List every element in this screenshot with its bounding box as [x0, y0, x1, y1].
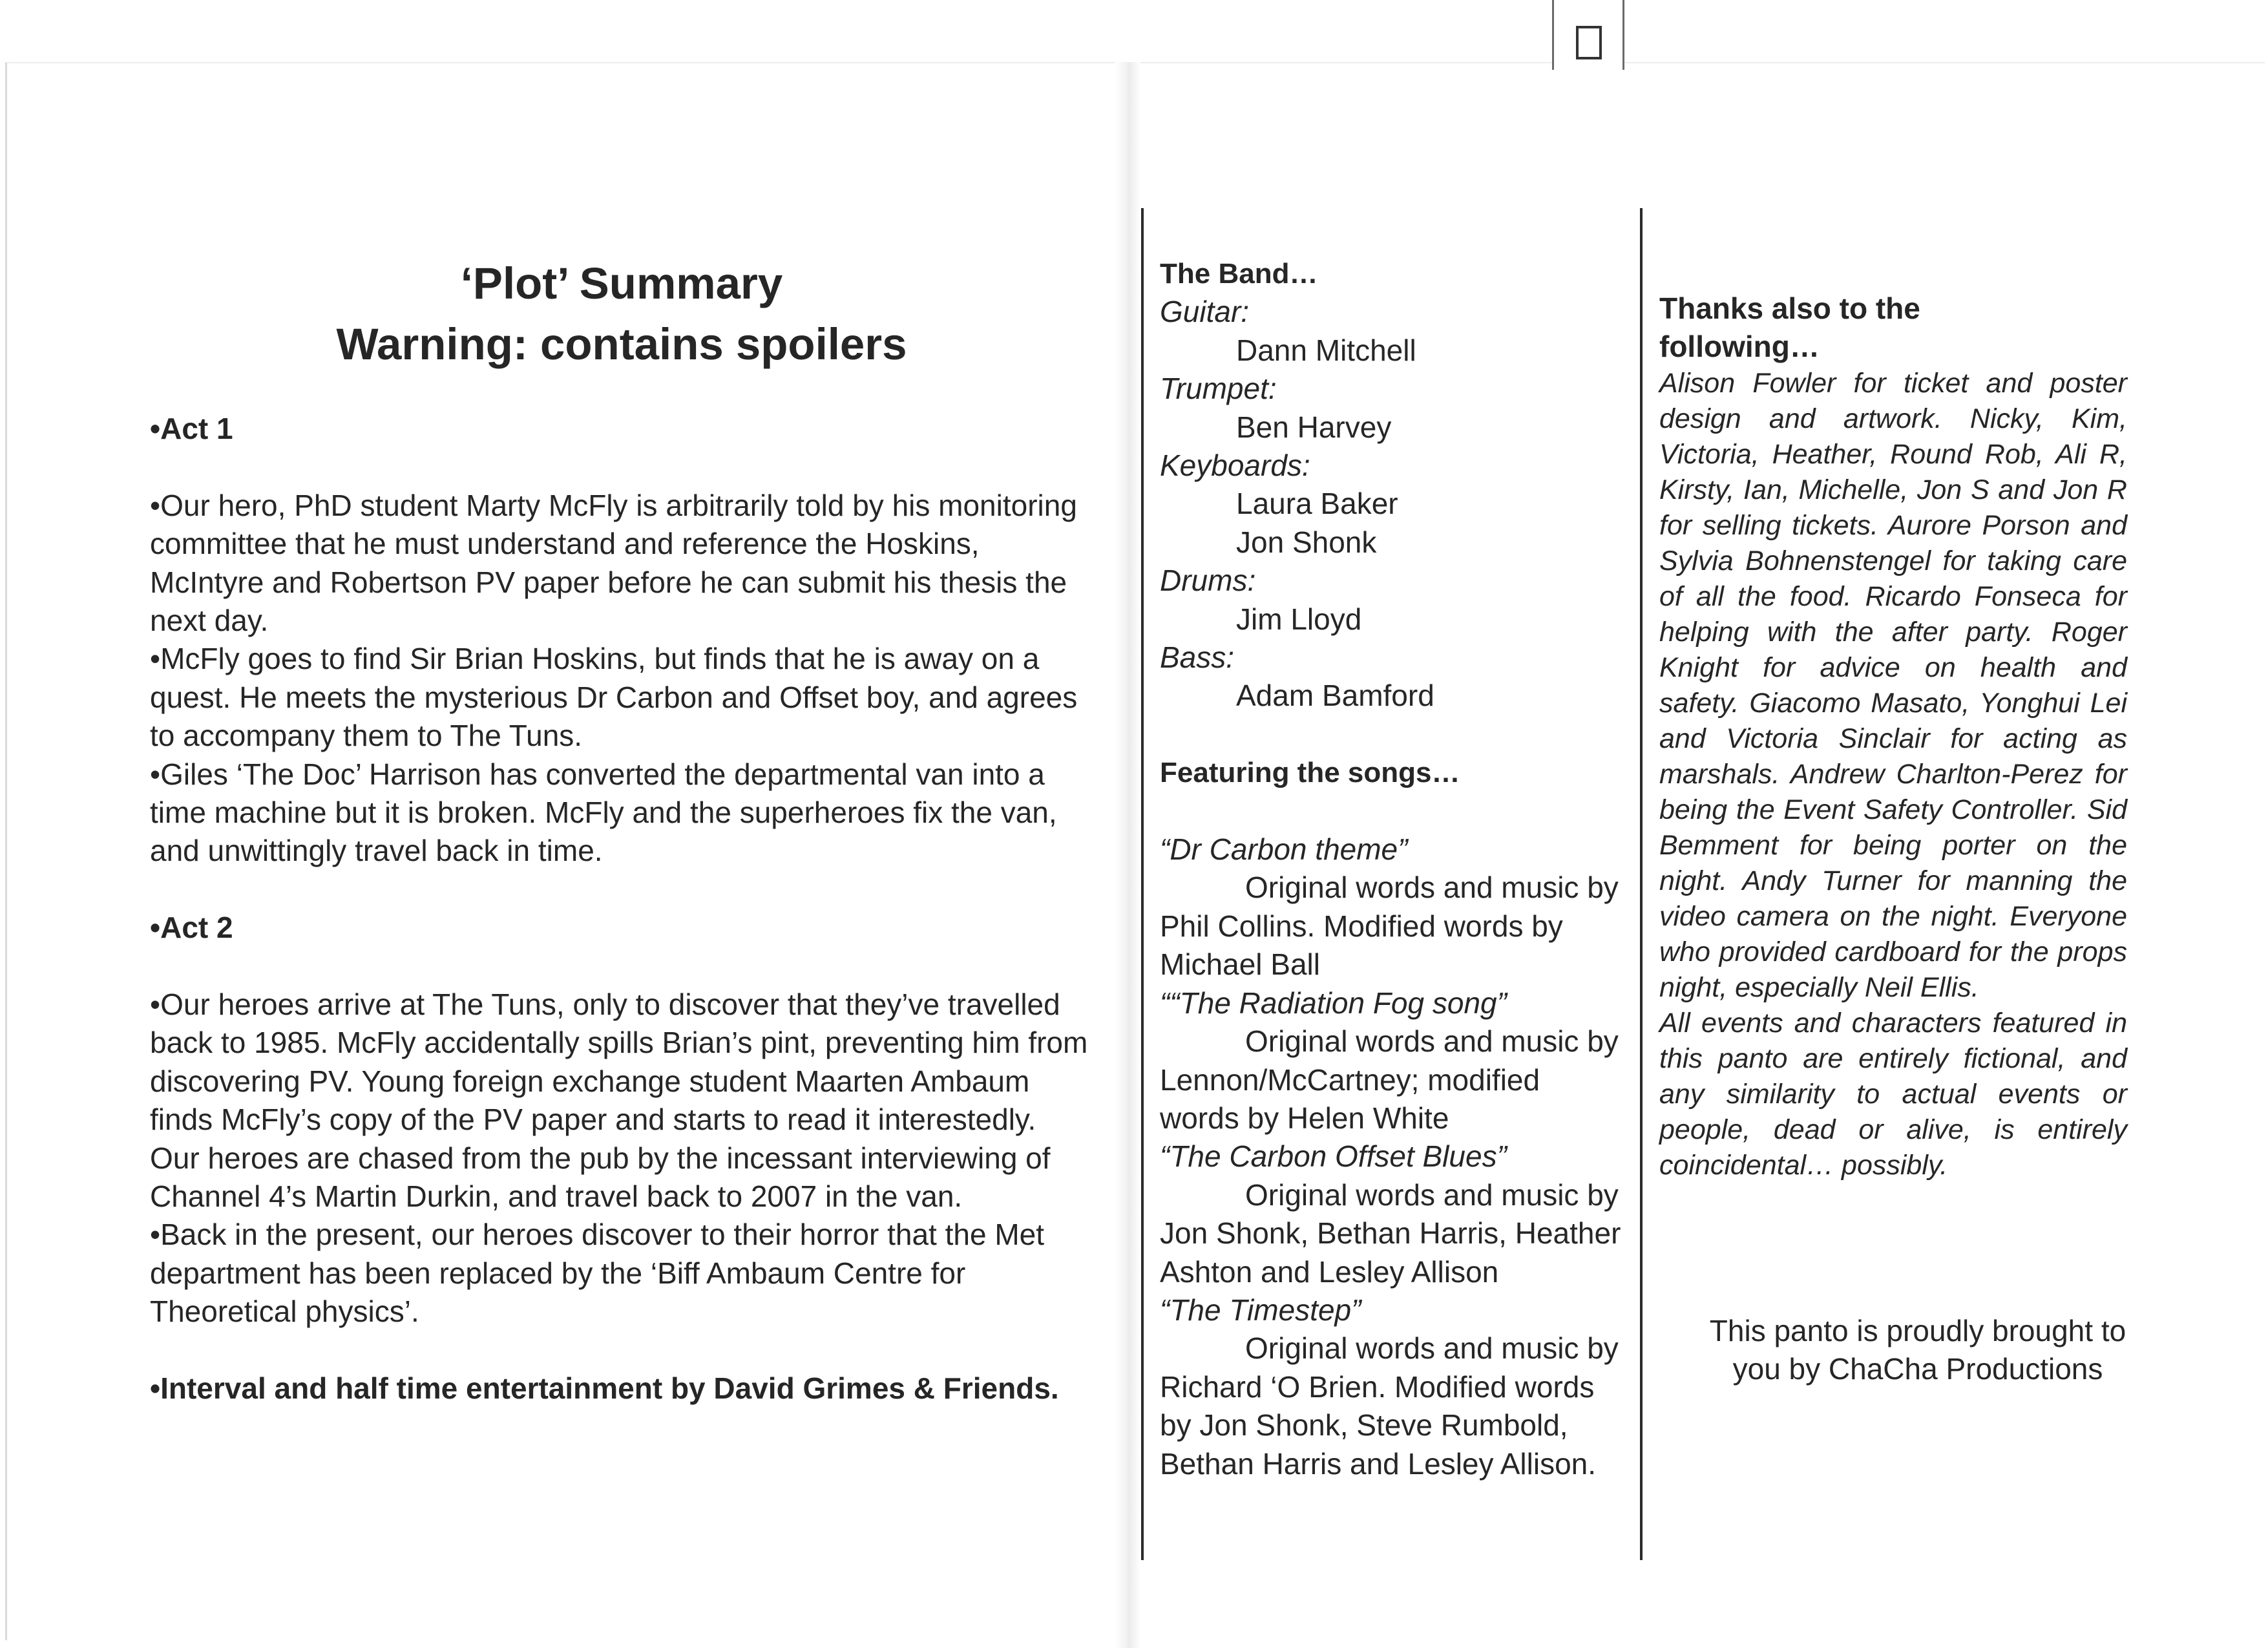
- song-credit: Original words and music by Phil Collins. Modified words by Michael Ball: [1160, 871, 1619, 982]
- act-heading: •Act 1: [150, 412, 233, 445]
- plot-subtitle-line: Warning: contains spoilers: [336, 319, 907, 369]
- band-member: Jon Shonk: [1236, 525, 1377, 559]
- plot-paragraph: •Back in the present, our heroes discover to their horror that the Met department has been replaced by the ‘Biff Ambaum Centre for Theoretical physics’.: [150, 1218, 1045, 1329]
- song-credit: Original words and music by Lennon/McCartney; modified words by Helen White: [1160, 1024, 1619, 1135]
- spacer: [150, 947, 1093, 986]
- binder-tab: [1552, 0, 1624, 70]
- tab-box-icon: [1576, 26, 1602, 59]
- plot-paragraph: •Our hero, PhD student Marty McFly is arbitrarily told by his monitoring committee that he must understand and reference the Hoskins, McIntyre and Robertson PV paper before he can submit his thesis the next day.: [150, 488, 1077, 638]
- page-fold: [1115, 62, 1140, 1648]
- spacer: [1160, 792, 1625, 830]
- song-credit: Original words and music by Richard ‘O Brien. Modified words by Jon Shonk, Steve Rumbold, Bethan Harris and Lesley Allison.: [1160, 1331, 1619, 1481]
- band-role: Keyboards:: [1160, 449, 1310, 483]
- band-and-songs: [1160, 255, 1625, 1483]
- band-role: Trumpet:: [1160, 372, 1277, 406]
- thanks-section: [1659, 290, 2127, 1183]
- column-divider: [1141, 208, 1144, 1560]
- disclaimer-text: All events and characters featured in this panto are entirely fictional, and any similarity to actual events or people, dead or alive, is entirely coincidental… possibly.: [1659, 1008, 2127, 1181]
- spacer: [150, 448, 1093, 486]
- column-divider: [1640, 208, 1643, 1560]
- credit-line: you by ChaCha Productions: [1732, 1352, 2103, 1386]
- songs-heading: Featuring the songs…: [1160, 757, 1460, 789]
- song-credit: Original words and music by Jon Shonk, Bethan Harris, Heather Ashton and Lesley Allison: [1160, 1178, 1621, 1289]
- band-heading: The Band…: [1160, 258, 1318, 290]
- plot-summary: [150, 410, 1093, 1408]
- song-title: “Dr Carbon theme”: [1160, 832, 1408, 867]
- plot-paragraph: •McFly goes to find Sir Brian Hoskins, but finds that he is away on a quest. He meets the mysterious Dr Carbon and Offset boy, and agrees to accompany them to The Tuns.: [150, 642, 1078, 753]
- plot-title: [150, 253, 1093, 375]
- plot-title-line: ‘Plot’ Summary: [460, 259, 783, 308]
- thanks-heading-line: Thanks also to the: [1659, 291, 1920, 325]
- song-title: “The Timestep”: [1160, 1293, 1361, 1327]
- song-title: ““The Radiation Fog song”: [1160, 986, 1507, 1020]
- production-credit: [1659, 1312, 2176, 1388]
- band-member: Jim Lloyd: [1236, 602, 1362, 636]
- thanks-heading-line: following…: [1659, 330, 1820, 363]
- band-role: Drums:: [1160, 564, 1256, 598]
- band-member: Dann Mitchell: [1236, 333, 1416, 367]
- band-member: Laura Baker: [1236, 487, 1398, 521]
- band-member: Ben Harvey: [1236, 410, 1392, 444]
- credit-line: This panto is proudly brought to: [1709, 1314, 2126, 1347]
- song-title: “The Carbon Offset Blues”: [1160, 1139, 1507, 1174]
- spacer: [150, 871, 1093, 909]
- spacer: [1160, 715, 1625, 754]
- spacer: [150, 1331, 1093, 1369]
- act-heading: •Act 2: [150, 911, 233, 945]
- thanks-text: Alison Fowler for ticket and poster design and artwork. Nicky, Kim, Victoria, Heather, Round Rob, Ali R, Kirsty, Ian, Michelle, Jon S and Jon R for selling tickets. Aurore Porson and Sylvia Bohnenstengel for taking care of all the food. Ricardo Fonseca for helping with the after party. Roger Knight for advice on health and safety. Giacomo Masato, Yonghui Lei and Victoria Sinclair for acting as marshals. Andrew Charlton-Perez for being the Event Safety Controller. Sid Bemment for being porter on the night. Andy Turner for manning the video camera on the night. Everyone who provided cardboard for the props night, especially Neil Ellis.: [1659, 368, 2127, 1003]
- plot-paragraph: •Giles ‘The Doc’ Harrison has converted the departmental van into a time machine but it is broken. McFly and the superheroes fix the van, and unwittingly travel back in time.: [150, 757, 1057, 868]
- interval-note: •Interval and half time entertainment by David Grimes & Friends.: [150, 1371, 1059, 1406]
- plot-paragraph: •Our heroes arrive at The Tuns, only to discover that they’ve travelled back to 1985. McFly accidentally spills Brian’s pint, preventing him from discovering PV. Young foreign exchange student Maarten Ambaum finds McFly’s copy of the PV paper and starts to read it interestedly. Our heroes are chased from the pub by the incessant interviewing of Channel 4’s Martin Durkin, and travel back to 2007 in the van.: [150, 988, 1088, 1214]
- band-role: Bass:: [1160, 640, 1235, 675]
- band-member: Adam Bamford: [1236, 679, 1434, 713]
- band-role: Guitar:: [1160, 295, 1250, 329]
